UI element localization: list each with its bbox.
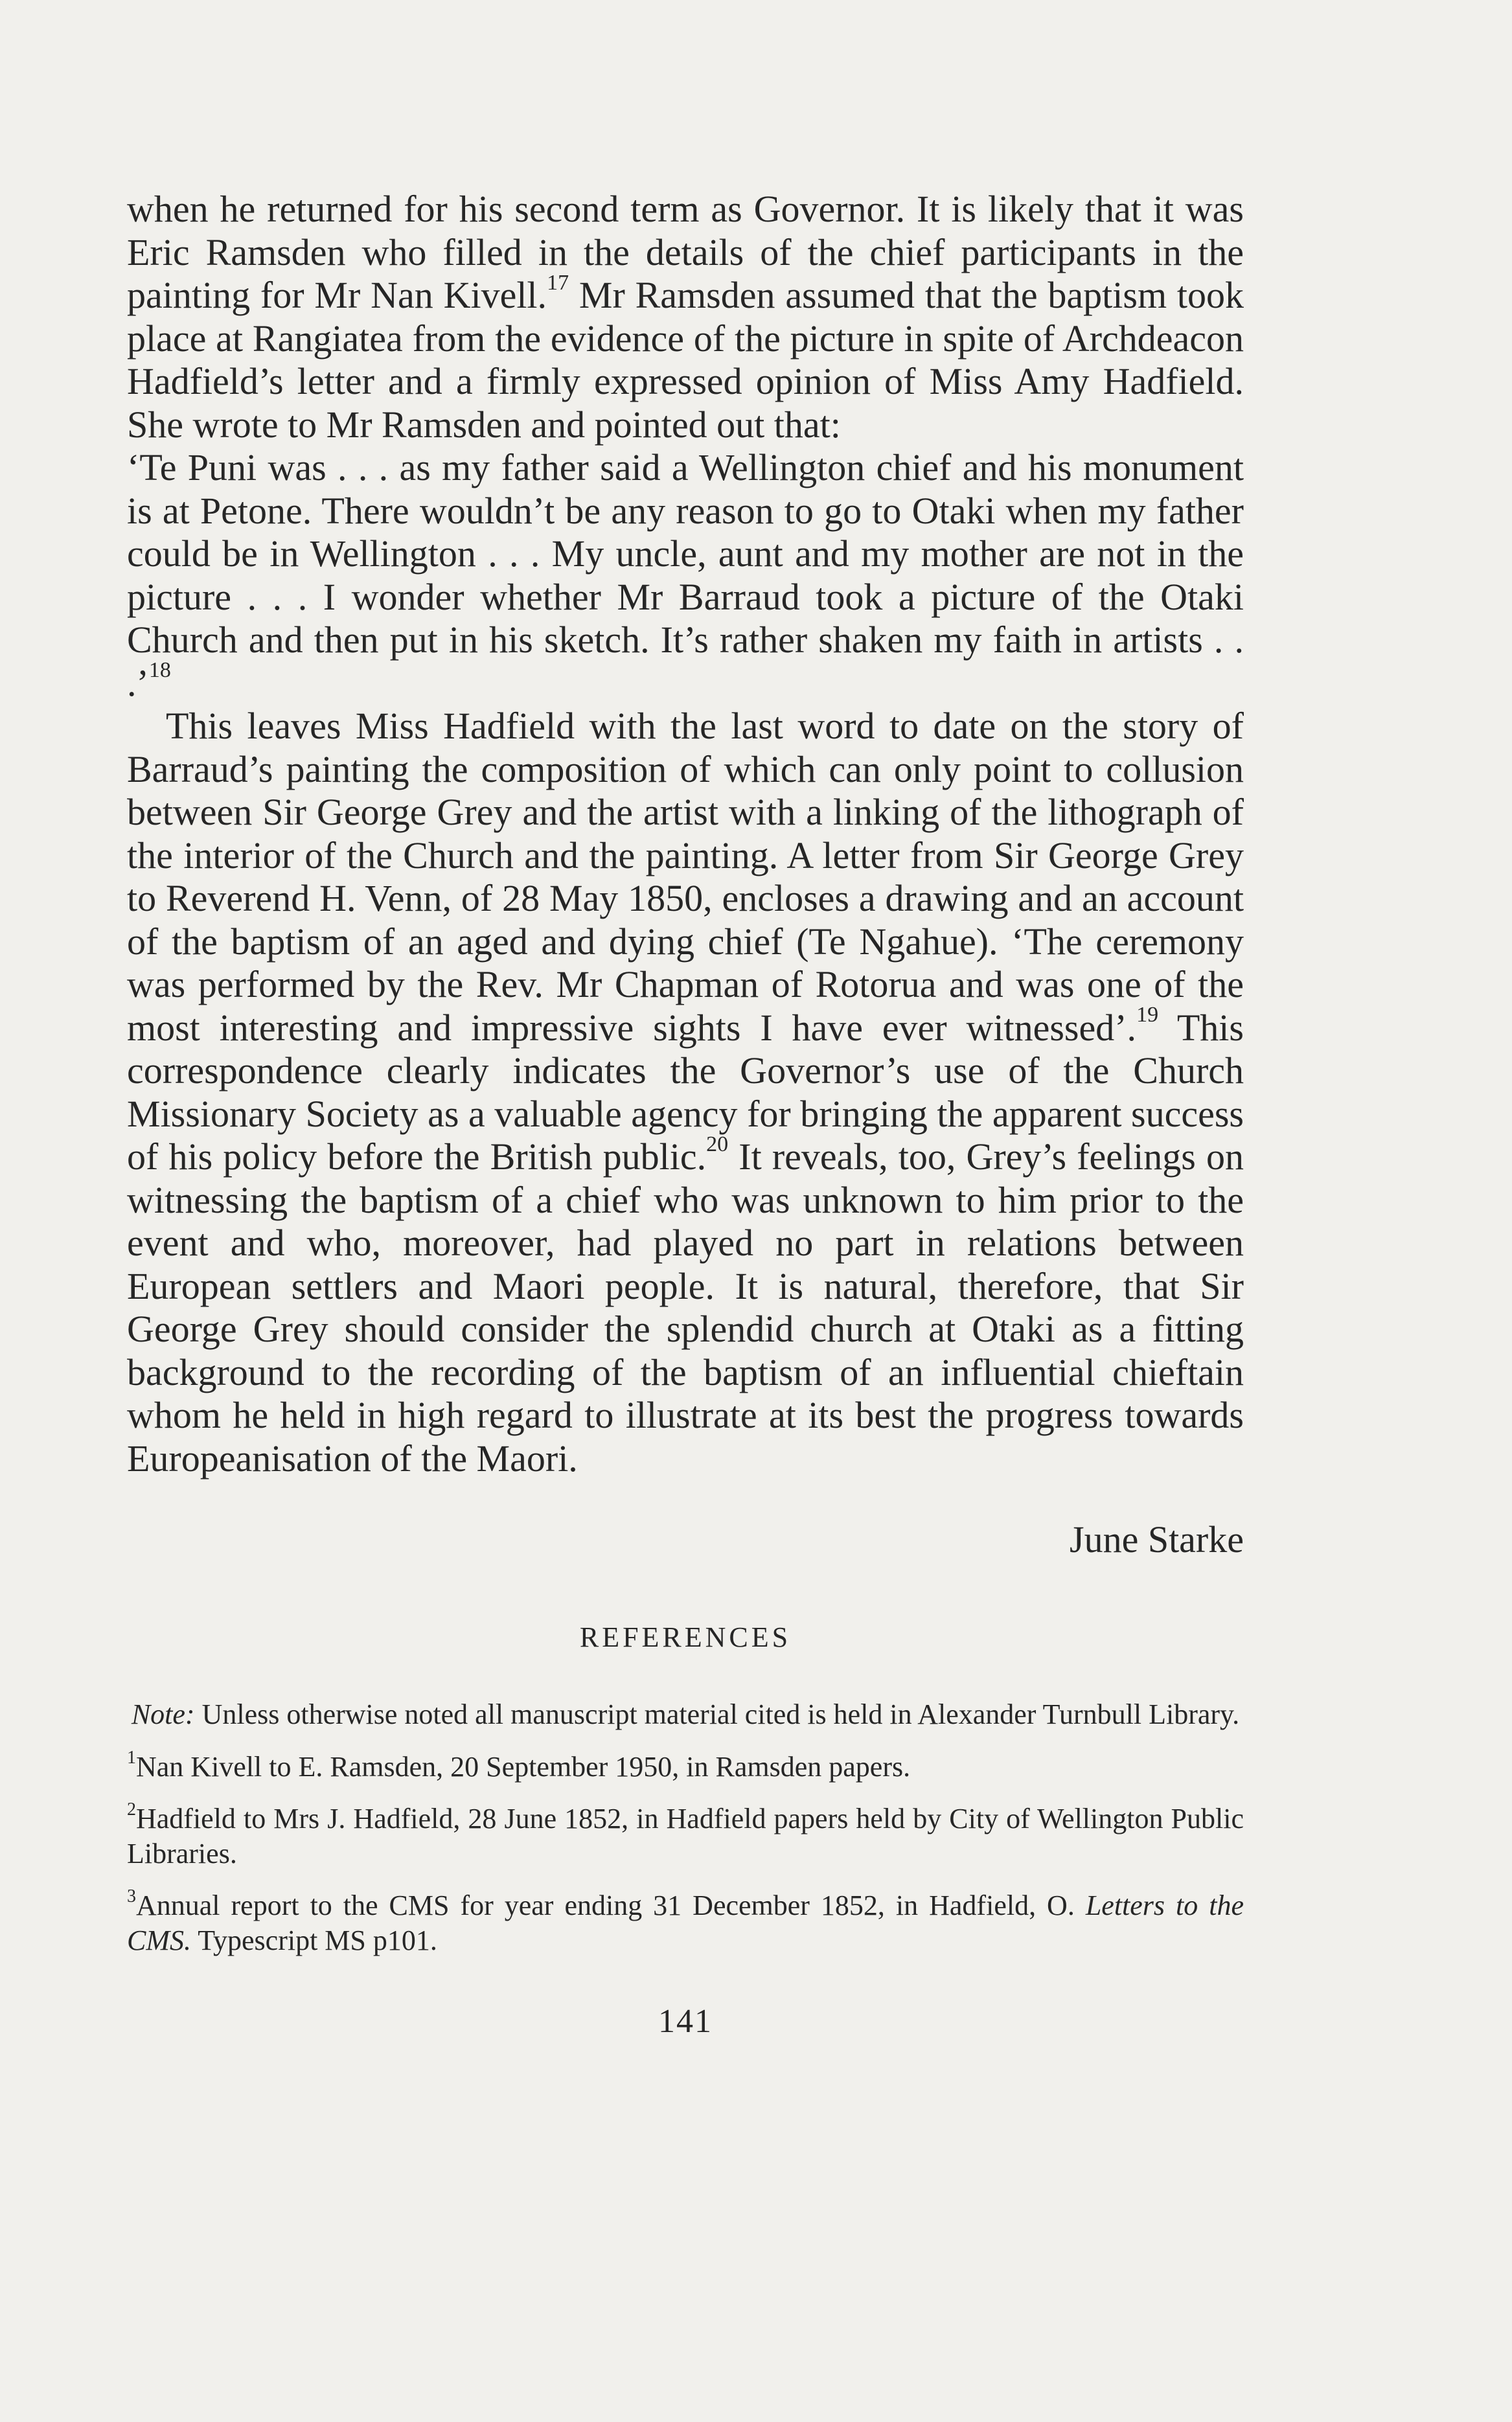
reference-number: 1 <box>127 1748 136 1768</box>
reference-text: Typescript MS p101. <box>191 1925 437 1956</box>
reference-title: Letters to the CMS. <box>127 1890 1244 1956</box>
page-number: 141 <box>658 2003 713 2040</box>
footnote-marker-17: 17 <box>547 270 569 295</box>
footnote-marker-19: 19 <box>1136 1003 1159 1027</box>
references-note <box>127 1697 1244 1733</box>
reference-text: Hadfield to Mrs J. Hadfield, 28 June 1852, in Hadfield papers held by City of Wellington Public Libraries. <box>127 1803 1244 1869</box>
note-text: Unless otherwise noted all manuscript material cited is held in Alexander Turnbull Library. <box>194 1698 1240 1730</box>
body-paragraph-1 <box>127 188 1244 446</box>
footnote-marker-20: 20 <box>706 1132 729 1156</box>
reference-item <box>127 1888 1244 1958</box>
reference-item <box>127 1750 1244 1785</box>
block-quote <box>127 446 1244 705</box>
footnote-marker-18: 18 <box>148 658 171 683</box>
quote-text: ‘Te Puni was . . . as my father said a Wellington chief and his monument is at Petone. There wouldn’t be any reason to go to Otaki when my father could be in Wellington . . . My uncle, aunt and my mother are not in the picture . . . I wonder whether Mr Barraud took a picture of the Otaki Church and then put in his sketch. It’s rather shaken my faith in artists . . .’ <box>127 446 1244 704</box>
page-content <box>127 188 1244 2040</box>
references-heading: REFERENCES <box>579 1621 792 1653</box>
author-signature: June Starke <box>1070 1518 1244 1560</box>
paragraph-text: It reveals, too, Grey’s feelings on witnessing the baptism of a chief who was unknown to him prior to the event and who, moreover, had played no part in relations between European settlers and Maori people. It is natural, therefore, that Sir George Grey should consider the splendid church at Otaki as a fitting background to the recording of the baptism of an influential chieftain whom he held in high regard to illustrate at its best the progress towards Europeanisation of the Maori. <box>127 1136 1244 1479</box>
body-paragraph-2 <box>127 705 1244 1480</box>
paragraph-text: This leaves Miss Hadfield with the last word to date on the story of Barraud’s painting the composition of which can only point to collusion between Sir George Grey and the artist with a linking of the lithograph of the interior of the Church and the painting. A letter from Sir George Grey to Reverend H. Venn, of 28 May 1850, encloses a drawing and an account of the baptism of an aged and dying chief (Te Ngahue). ‘The ceremony was performed by the Rev. Mr Chapman of Rotorua and was one of the most interesting and impressive sights I have ever witnessed’. <box>127 705 1244 1049</box>
paragraph-text: when he returned for his second term as Governor. It is likely that it was Eric Ramsden who filled in the details of the chief participants in the painting for Mr Nan Kivell. <box>127 188 1244 316</box>
paragraph-text: Mr Ramsden assumed that the baptism took place at Rangiatea from the evidence of the picture in spite of Archdeacon Hadfield’s letter and a firmly expressed opinion of Miss Amy Hadfield. She wrote to Mr Ramsden and pointed out that: <box>127 274 1244 446</box>
note-label: Note: <box>131 1698 195 1730</box>
reference-text: Nan Kivell to E. Ramsden, 20 September 1950, in Ramsden papers. <box>136 1751 911 1783</box>
reference-number: 2 <box>127 1799 136 1820</box>
reference-number: 3 <box>127 1886 136 1907</box>
paragraph-text: This correspondence clearly indicates the Governor’s use of the Church Missionary Society as a valuable agency for bringing the apparent success of his policy before the British public. <box>127 1006 1244 1178</box>
reference-text: Annual report to the CMS for year ending 31 December 1852, in Hadfield, O. <box>136 1890 1086 1921</box>
reference-item <box>127 1801 1244 1871</box>
